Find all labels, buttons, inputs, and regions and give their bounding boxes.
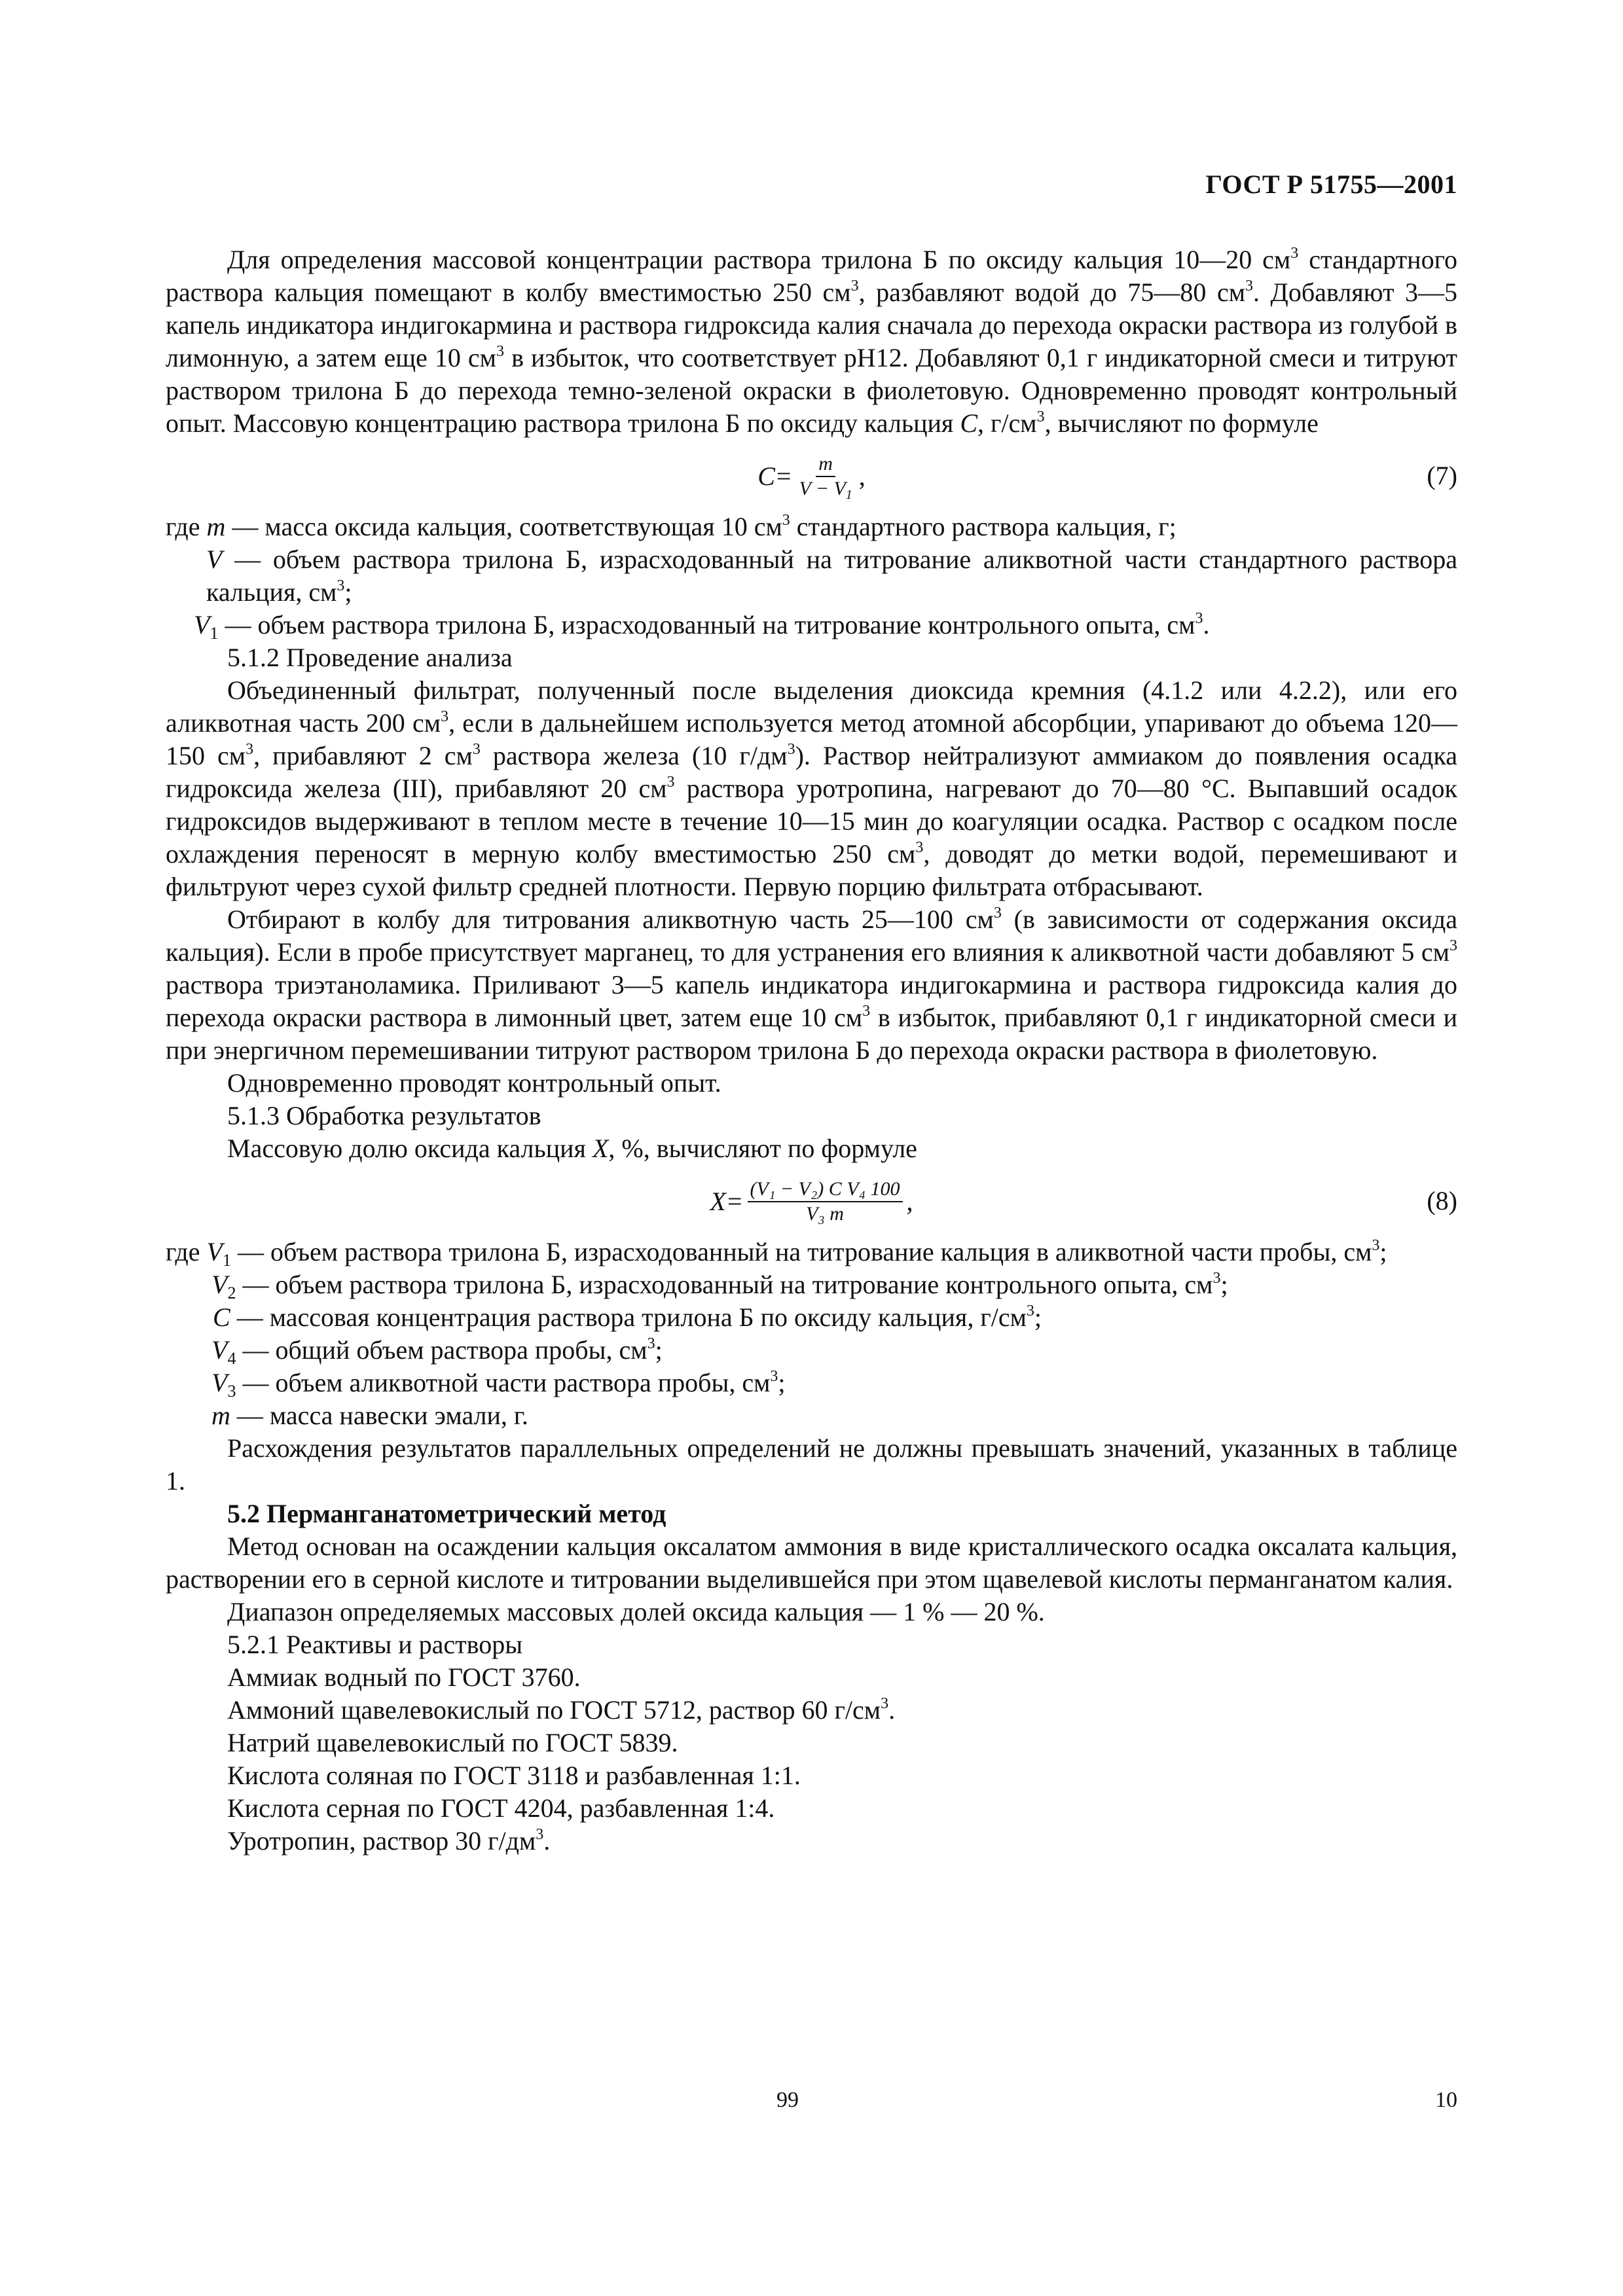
paragraph: Метод основан на осаждении кальция оксалатом аммония в виде кристаллического осадка оксалата кальция, растворении его в серной кислоте и титровании выделившейся при этом щавелевой кислоты перманганатом калия. — [166, 1532, 1457, 1594]
section-heading: 5.1.3 Обработка результатов — [227, 1101, 541, 1130]
variable-item: где m — масса оксида кальция, соответствующая 10 $см^3$ стандартного раствора кальция, г; — [166, 512, 1176, 541]
variables-list-7 — [166, 511, 1457, 641]
reagent-item: Кислота серная по ГОСТ 4204, разбавленная 1:4. — [227, 1793, 775, 1823]
page-number-left: 99 — [776, 2088, 799, 2112]
paragraph: Массовую долю оксида кальция X, %, вычисляют по формуле — [227, 1134, 917, 1163]
formula-number: (8) — [1427, 1186, 1457, 1215]
section-heading: 5.2 Перманганатометрический метод — [227, 1499, 666, 1528]
reagent-item: Натрий щавелевокислый по ГОСТ 5839. — [227, 1728, 678, 1757]
variables-list-8 — [166, 1236, 1457, 1432]
paragraph: Расхождения результатов параллельных определений не должны превышать значений, указанных в таблице 1. — [166, 1433, 1457, 1496]
variable-item: $V_1$ — объем раствора трилона Б, израсходованный на титрование контрольного опыта, $см^3$. — [194, 610, 1210, 643]
paragraph: Для определения массовой концентрации раствора трилона Б по оксиду кальция 10—20 $см^3$ стандартного раствора кальция помещают в колбу вместимостью 250 $см^3$, разбавляют водой до 75—80 $см^3$. Добавляют 3—5 капель индикатора индигокармина и раствора гидроксида калия сначала до перехода окраски раствора из голубой в лимонную, а затем еще 10 $см^3$ в избыток, что соответствует pH12. Добавляют 0,1 г индикаторной смеси и титруют раствором трилона Б до перехода темно-зеленой окраски в фиолетовую. Одновременно проводят контрольный опыт. Массовую концентрацию раствора трилона Б по оксиду кальция C, $г/см^3$, вычисляют по формуле — [166, 245, 1457, 438]
paragraph: Диапазон определяемых массовых долей оксида кальция — 1 % — 20 %. — [227, 1597, 1045, 1626]
variable-item: m — масса навески эмали, г. — [211, 1401, 528, 1430]
variable-item: V — объем раствора трилона Б, израсходованный на титрование аликвотной части стандартного раствора кальция, $см^3$; — [206, 545, 1457, 607]
paragraph: Отбирают в колбу для титрования аликвотную часть 25—100 $см^3$ (в зависимости от содержания оксида кальция). Если в пробе присутствует марганец, то для устранения его влияния к аликвотной части добавляют 5 $см^3$ раствора триэтаноламика. Приливают 3—5 капель индикатора индигокармина и раствора гидроксида калия до перехода окраски раствора в лимонный цвет, затем еще 10 $см^3$ в избыток, прибавляют 0,1 г индикаторной смеси и при энергичном перемешивании титруют раствором трилона Б до перехода окраски раствора в фиолетовую. — [166, 905, 1457, 1065]
paragraph: Одновременно проводят контрольный опыт. — [227, 1068, 721, 1098]
fraction: $\frac{\text{(V₁ − V₂) C V₄ 100}}{\text{V₃ m}}$ — [748, 1177, 903, 1226]
formula-number: (7) — [1427, 461, 1457, 490]
variable-item: где $V_1$ — объем раствора трилона Б, израсходованный на титрование кальция в аликвотной части пробы, $см^3$; — [166, 1237, 1387, 1270]
section-heading: 5.2.1 Реактивы и растворы — [227, 1630, 523, 1659]
variable-item: $V_4$ — общий объем раствора пробы, $см^3$; — [211, 1335, 663, 1368]
reagent-item: Аммиак водный по ГОСТ 3760. — [227, 1662, 581, 1692]
fraction: $\frac{m}{V - V_1}$ — [799, 453, 852, 502]
paragraph: Объединенный фильтрат, полученный после выделения диоксида кремния (4.1.2 или 4.2.2), или его аликвотная часть 200 $см^3$, если в дальнейшем используется метод атомной абсорбции, упаривают до объема 120—150 $см^3$, прибавляют 2 $см^3$ раствора железа (10 $г/дм^3$). Раствор нейтрализуют аммиаком до появления осадка гидроксида железа (III), прибавляют 20 $см^3$ раствора уротропина, нагревают до 70—80 °С. Выпавший осадок гидроксидов выдерживают в теплом месте в течение 10—15 мин до коагуляции осадка. Раствор с осадком после охлаждения переносят в мерную колбу вместимостью 250 $см^3$, доводят до метки водой, перемешивают и фильтруют через сухой фильтр средней плотности. Первую порцию фильтрата отбрасывают. — [166, 675, 1458, 901]
variable-item: $V_2$ — объем раствора трилона Б, израсходованный на титрование контрольного опыта, $см^3$; — [211, 1270, 1228, 1302]
reagent-item: Аммоний щавелевокислый по ГОСТ 5712, раствор 60 $г/см^3$. — [227, 1695, 896, 1725]
variable-item: $V_3$ — объем аликвотной части раствора пробы, $см^3$; — [211, 1368, 786, 1401]
formula-7: C = $\frac{m}{V - V_1}$ , (7) — [757, 453, 1457, 502]
variable-item: C — массовая концентрация раствора трилона Б по оксиду кальция, $г/см^3$; — [213, 1302, 1042, 1332]
reagent-item: Кислота соляная по ГОСТ 3118 и разбавленная 1:1. — [227, 1761, 801, 1790]
reagent-item: Уротропин, раствор 30 $г/дм^3$. — [227, 1826, 551, 1856]
document-header: ГОСТ Р 51755—2001 — [1205, 170, 1457, 199]
section-heading: 5.1.2 Проведение анализа — [227, 643, 513, 672]
document-body — [166, 243, 1457, 1857]
page-number-right: 10 — [1435, 2088, 1457, 2112]
formula-8: X = $\frac{\text{(V₁ − V₂) C V₄ 100}}{\text{V₃ m}}$ , (8) — [710, 1178, 1457, 1225]
